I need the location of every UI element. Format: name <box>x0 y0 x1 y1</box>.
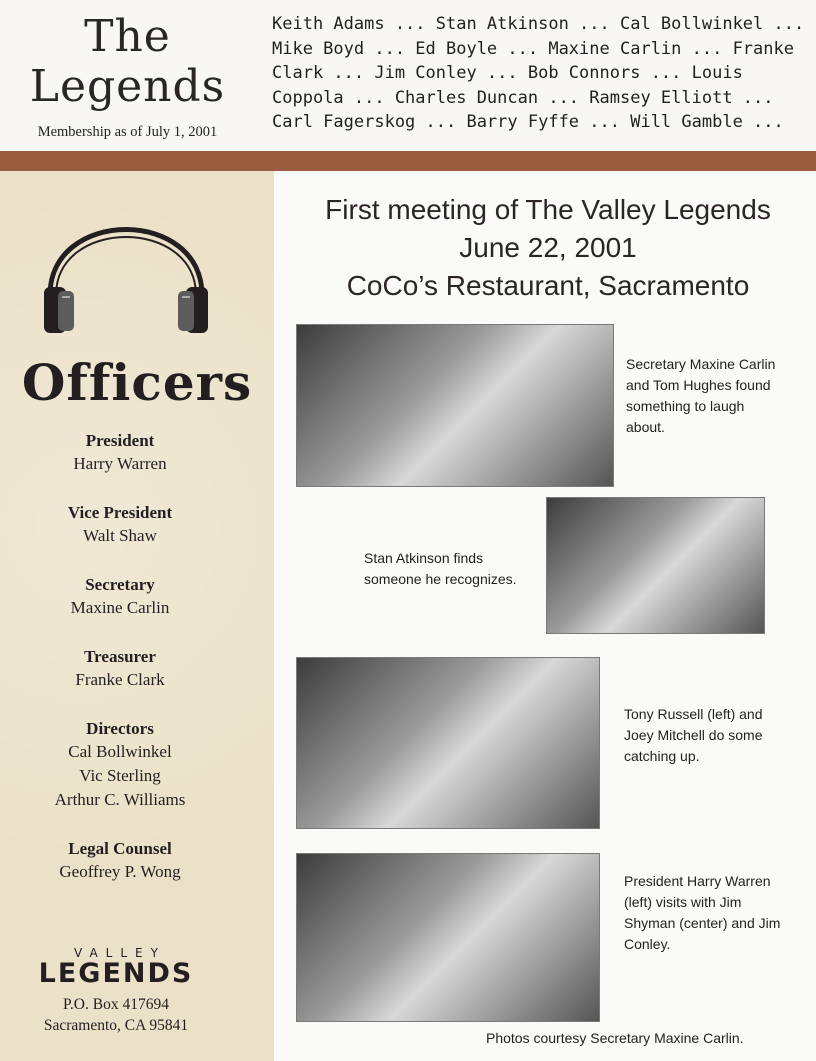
photo-carlin-hughes <box>296 324 614 487</box>
member-list <box>272 12 807 135</box>
membership-date: Membership as of July 1, 2001 <box>37 124 218 140</box>
role-legal-counsel: Legal Counsel <box>68 839 172 858</box>
logo-legends-text: LEGENDS <box>38 958 194 989</box>
title-line-2: Legends <box>29 61 226 112</box>
officer-names <box>0 740 240 812</box>
officer-name: Vic Sterling <box>79 766 161 785</box>
member-line: Carl Fagerskog ... Barry Fyffe ... Will Gamble ... <box>272 112 784 132</box>
photo-caption: Secretary Maxine Carlin and Tom Hughes found something to laugh about. <box>626 356 776 435</box>
officer-list <box>0 430 240 910</box>
officer-name: Arthur C. Williams <box>54 790 186 809</box>
logo-valley-text: VALLEY <box>74 946 166 960</box>
photo-russell-mitchell <box>296 657 600 829</box>
officer-names <box>0 452 240 476</box>
photo-credit: Photos courtesy Secretary Maxine Carlin. <box>486 1030 744 1046</box>
photo-warren-shyman-conley <box>296 853 600 1022</box>
role-vice-president: Vice President <box>67 503 173 522</box>
header-divider <box>0 151 816 171</box>
officers-sidebar <box>0 171 274 1061</box>
officer-names <box>0 860 240 884</box>
mailing-address <box>0 994 232 1036</box>
headline-line: June 22, 2001 <box>459 232 637 263</box>
address-line: P.O. Box 417694 <box>63 996 169 1013</box>
masthead <box>0 12 255 141</box>
valley-legends-logo <box>0 946 232 1036</box>
member-line: Keith Adams ... Stan Atkinson ... Cal Bollwinkel ... <box>272 14 805 34</box>
headphones-icon <box>38 187 214 337</box>
officer-name: Maxine Carlin <box>70 598 170 617</box>
officer-name: Franke Clark <box>75 670 165 689</box>
page-header <box>0 0 816 150</box>
article-headline <box>274 191 816 305</box>
headline-line: First meeting of The Valley Legends <box>325 194 771 225</box>
member-line: Clark ... Jim Conley ... Bob Connors ... Louis <box>272 63 743 83</box>
officer-name: Walt Shaw <box>83 526 157 545</box>
role-treasurer: Treasurer <box>84 647 156 666</box>
photo-atkinson <box>546 497 765 634</box>
officer-names <box>0 524 240 548</box>
photo-caption: Tony Russell (left) and Joey Mitchell do some catching up. <box>624 706 763 764</box>
photo-caption: Stan Atkinson finds someone he recognizes. <box>364 550 517 587</box>
role-secretary: Secretary <box>85 575 155 594</box>
role-president: President <box>85 431 155 450</box>
officer-name: Geoffrey P. Wong <box>59 862 181 881</box>
officer-names <box>0 596 240 620</box>
main-content <box>274 171 816 1061</box>
address-line: Sacramento, CA 95841 <box>43 1017 189 1034</box>
photo-caption: President Harry Warren (left) visits with Jim Shyman (center) and Jim Conley. <box>624 873 781 952</box>
headline-line: CoCo’s Restaurant, Sacramento <box>346 270 750 301</box>
member-line: Mike Boyd ... Ed Boyle ... Maxine Carlin ... Franke <box>272 38 794 59</box>
role-directors: Directors <box>86 719 154 738</box>
member-line: Coppola ... Charles Duncan ... Ramsey Elliott ... <box>272 87 774 108</box>
officer-names <box>0 668 240 692</box>
title-line-1: The <box>84 11 171 62</box>
officer-name: Harry Warren <box>73 454 167 473</box>
officer-name: Cal Bollwinkel <box>68 742 172 761</box>
officers-heading: Officers <box>21 353 253 412</box>
